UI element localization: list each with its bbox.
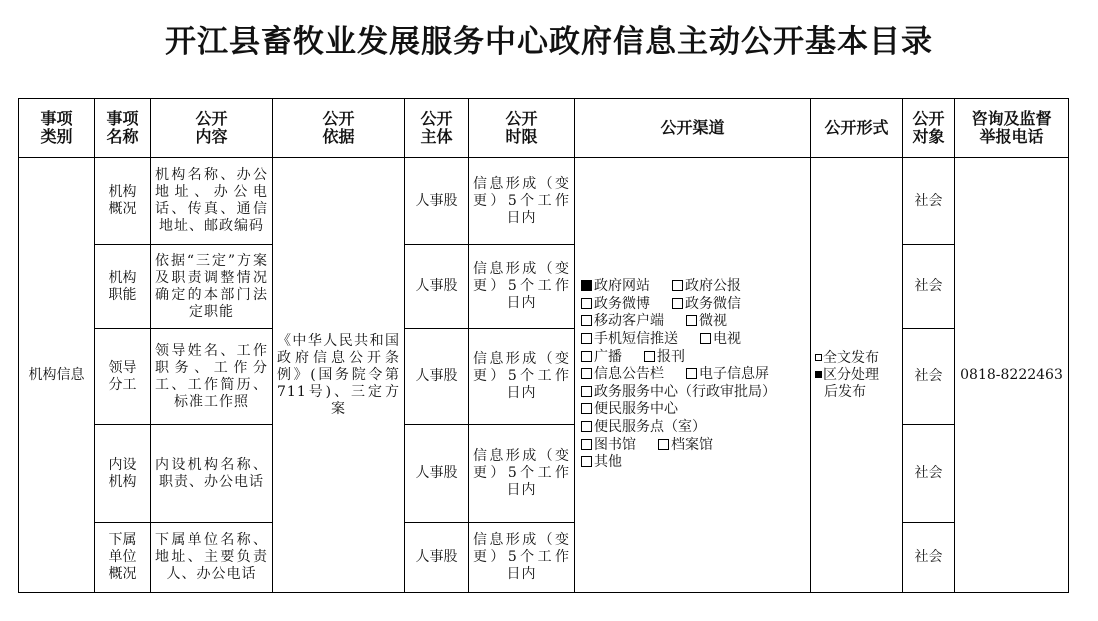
form-label: 全文发布 [823,349,879,366]
target-cell: 社会 [903,523,955,593]
channel-line [581,313,804,331]
form-option [815,384,898,401]
channels-cell [575,158,811,593]
form-label: 后发布 [824,383,866,400]
form-option [815,350,898,367]
time-limit-cell: 信息形成（变更）5个工作日内 [469,245,575,329]
channel-line [581,331,804,349]
table-row [19,523,1069,593]
channel-line [581,401,804,419]
checkbox-icon [581,368,592,379]
column-header: 公开 内容 [151,99,273,158]
checked-box-icon [815,371,822,378]
item-name-cell: 下属 单位 概况 [95,523,151,593]
target-cell: 社会 [903,245,955,329]
checkbox-icon [686,315,697,326]
content-cell: 领导姓名、工作职务、工作分工、工作简历、标准工作照 [151,329,273,425]
subject-cell: 人事股 [405,158,469,245]
channel-label: 报刊 [657,348,685,365]
table-row [19,425,1069,523]
checkbox-icon [644,351,655,362]
channel-label: 便民服务中心 [594,401,678,418]
channel-label: 政务服务中心（行政审批局） [594,383,776,400]
table-row [19,245,1069,329]
channel-line [581,296,804,314]
checked-box-icon [581,280,592,291]
channel-label: 政府公报 [685,278,741,295]
channel-label: 便民服务点（室） [594,418,706,435]
channel-label: 广播 [594,348,622,365]
subject-cell: 人事股 [405,329,469,425]
table-row [19,158,1069,245]
checkbox-icon [581,298,592,309]
column-header: 公开 依据 [273,99,405,158]
checkbox-icon [581,439,592,450]
checkbox-icon [700,333,711,344]
checkbox-icon [581,315,592,326]
checkbox-icon [658,439,669,450]
header-row [19,99,1069,158]
column-header: 咨询及监督 举报电话 [955,99,1069,158]
checkbox-icon [581,403,592,414]
content-cell: 内设机构名称、职责、办公电话 [151,425,273,523]
content-cell: 机构名称、办公地址、办公电话、传真、通信地址、邮政编码 [151,158,273,245]
column-header: 公开渠道 [575,99,811,158]
channel-label: 信息公告栏 [594,366,664,383]
checkbox-icon [686,368,697,379]
channel-label: 微视 [699,313,727,330]
item-name-cell: 领导 分工 [95,329,151,425]
subject-cell: 人事股 [405,425,469,523]
page-title: 开江县畜牧业发展服务中心政府信息主动公开基本目录 [165,24,933,60]
channel-label: 其他 [594,454,622,471]
subject-cell: 人事股 [405,245,469,329]
time-limit-cell: 信息形成（变更）5个工作日内 [469,329,575,425]
form-label: 区分处理 [823,366,879,383]
column-header: 事项 名称 [95,99,151,158]
form-option [815,367,898,384]
checkbox-icon [581,421,592,432]
forms-cell [811,158,903,593]
checkbox-icon [581,333,592,344]
checkbox-icon [672,280,683,291]
category-cell: 机构信息 [19,158,95,593]
channel-line [581,349,804,367]
column-header: 公开 主体 [405,99,469,158]
checkbox-icon [581,456,592,467]
item-name-cell: 机构 职能 [95,245,151,329]
time-limit-cell: 信息形成（变更）5个工作日内 [469,425,575,523]
time-limit-cell: 信息形成（变更）5个工作日内 [469,523,575,593]
item-name-cell: 内设 机构 [95,425,151,523]
checkbox-icon [672,298,683,309]
phone-cell: 0818-8222463 [955,158,1069,593]
basis-cell: 《中华人民共和国政府信息公开条例》(国务院令第711号)、三定方案 [273,158,405,593]
column-header: 公开 对象 [903,99,955,158]
channel-label: 移动客户端 [594,313,664,330]
target-cell: 社会 [903,158,955,245]
channel-line [581,454,804,472]
channel-label: 电子信息屏 [699,366,769,383]
channel-label: 档案馆 [671,436,713,453]
channel-line [581,384,804,402]
column-header: 公开形式 [811,99,903,158]
checkbox-icon [581,386,592,397]
checkbox-icon [581,351,592,362]
content-cell: 下属单位名称、地址、主要负责人、办公电话 [151,523,273,593]
channel-label: 电视 [713,331,741,348]
disclosure-catalog-table [18,98,1069,593]
channel-label: 政务微信 [685,295,741,312]
content-cell: 依据“三定”方案及职责调整情况确定的本部门法定职能 [151,245,273,329]
channel-line [581,419,804,437]
time-limit-cell: 信息形成（变更）5个工作日内 [469,158,575,245]
channel-label: 图书馆 [594,436,636,453]
target-cell: 社会 [903,329,955,425]
channel-label: 手机短信推送 [594,331,678,348]
channel-line [581,366,804,384]
item-name-cell: 机构 概况 [95,158,151,245]
table-row [19,329,1069,425]
column-header: 事项 类别 [19,99,95,158]
column-header: 公开 时限 [469,99,575,158]
channel-label: 政务微博 [594,295,650,312]
target-cell: 社会 [903,425,955,523]
subject-cell: 人事股 [405,523,469,593]
channel-label: 政府网站 [594,278,650,295]
channel-line [581,278,804,296]
channel-line [581,437,804,455]
checkbox-icon [815,354,822,361]
